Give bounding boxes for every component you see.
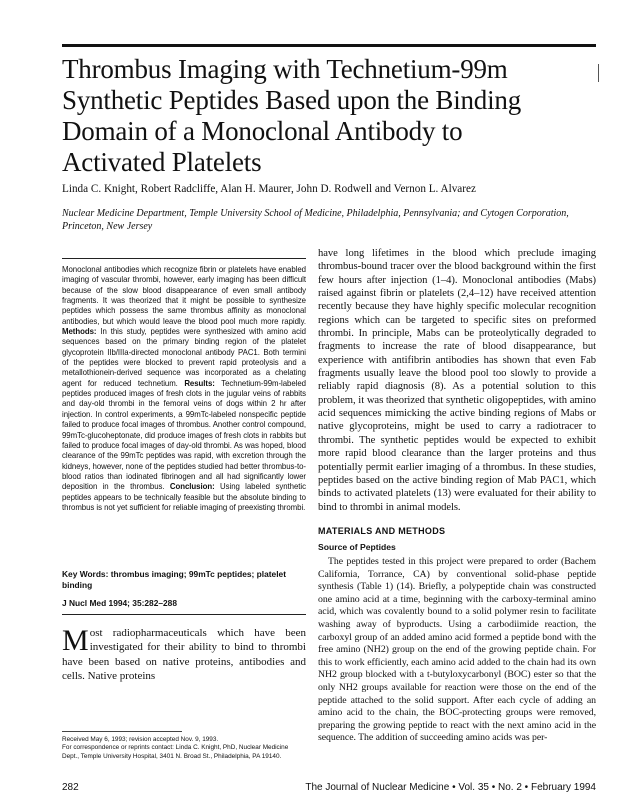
section-heading: MATERIALS AND METHODS	[318, 526, 446, 536]
abstract-bottom-rule	[62, 614, 306, 615]
footnote-rule	[62, 731, 182, 732]
methods-text: The peptides tested in this project were prepared to order (Bachem California, Torrance, CA) by conventional solid-phase peptide synthesis (Table 1) (14). Briefly, a polypeptide chain was constructed one amino acid at a time, beginning with the carboxy-terminal amino acid, which was covalently bound to a solid polymer resin to facilitate washing away of byproducts. Using a carbodiimide reaction, the carboxyl group of an added amino acid formed a peptide bond with the free amino (NH2) group on the end of the growing peptide chain. For this to work efficiently, each amino acid added to the chain had its own NH2 group blocked with a t-butyloxycarbonyl (BOC) ester so that the only NH2 groups available for reaction were those on the end of the peptide attached to the solid support. After each cycle of adding an amino acid to the chain, the BOC-protecting groups were removed, preparing the growing peptide to react with the next amino acid in the sequence. The addition of succeeding amino acids was per-	[318, 556, 596, 744]
abstract-conclusion: Using labeled synthetic peptides appears to be technically feasible but the absolute binding to thrombus is not yet sufficient for reliable imaging of preexisting thrombi.	[62, 482, 306, 512]
title-line: Synthetic Peptides Based upon the Binding	[62, 85, 522, 115]
conclusion-label: Conclusion:	[169, 482, 215, 492]
abstract	[62, 265, 306, 513]
title-line: Thrombus Imaging with Technetium-99m	[62, 54, 508, 84]
methods-label: Methods:	[62, 327, 97, 337]
abstract-methods: In this study, peptides were synthesized with amino acid sequences based on the primary binding region of the platelet glycoprotein IIb/IIIa-directed monoclonal antibody PAC1. Both termini of the peptides were blocked to prevent rapid proteolysis and a metallothionein-derived sequence was incorporated as a chelating agent for reduced technetium.	[62, 327, 306, 388]
received-dates: Received May 6, 1993; revision accepted Nov. 9, 1993.	[62, 736, 219, 743]
footnote	[62, 736, 306, 761]
intro-text: ost radiopharmaceuticals which have been investigated for their ability to bind to thrombi have been based on native proteins, antibodies and cells. Native proteins	[62, 627, 306, 683]
journal-footer: The Journal of Nuclear Medicine • Vol. 35 • No. 2 • February 1994	[305, 782, 596, 793]
affiliation: Nuclear Medicine Department, Temple University School of Medicine, Philadelphia, Pennsylvania; and Cytogen Corporation, Princeton, New Jersey	[62, 208, 569, 232]
margin-mark	[598, 64, 599, 82]
results-label: Results:	[184, 378, 215, 388]
abstract-background: Monoclonal antibodies which recognize fibrin or platelets have enabled imaging of vascular thrombi, however, early imaging has been difficult because of the slow blood disappearance of even small antibody fragments. It was theorized that it might be possible to synthesize peptides which possess the same thrombus affinity as monoclonal antibodies, but which would leave the blood pool much more rapidly.	[62, 265, 306, 326]
page-number: 282	[62, 782, 79, 793]
title-line: Domain of a Monoclonal Antibody to	[62, 116, 463, 146]
methods-paragraph	[318, 556, 596, 745]
keywords: Key Words: thrombus imaging; 99mTc peptides; platelet binding	[62, 569, 286, 590]
citation: J Nucl Med 1994; 35:282–288	[62, 598, 177, 608]
title-line: Activated Platelets	[62, 147, 262, 177]
article-title	[62, 54, 582, 178]
intro-paragraph	[62, 626, 306, 684]
intro-continuation: have long lifetimes in the blood which preclude imaging thrombus-bound tracer over the blood background within the first few hours after injection (1–4). Monoclonal antibodies (Mabs) raised against fibrin or platelets (2,4–12) have received attention recently because they have highly specific molecular recognition regions which can be targeted to specific sites on preformed thrombi. In principle, Mabs can be proteolytically degraded to fragments to increase the rate of blood disappearance, but experience with antifibrin antibodies has shown that even Fab fragments usually leave the blood pool too slowly to provide a reliably rapid diagnosis (8). As a potential solution to this problem, it was theorized that synthetic oligopeptides, with amino acid sequences mimicking the active binding regions of Mabs or native glycoproteins, might be used to carry a radiotracer to thrombi. The synthetic peptides would be expected to exhibit more rapid blood clearance than the larger proteins and thus potentially permit earlier imaging of a thrombus. In these studies, peptides based on the active binding region of Mab PAC1, which binds to activated platelets (13) were evaluated for their ability to bind to thrombi in animal models.	[318, 248, 596, 513]
correspondence: For correspondence or reprints contact: Linda C. Knight, PhD, Nuclear Medicine Dept., Temple University Hospital, 3401 N. Broad St., Philadelphia, PA 19140.	[62, 744, 289, 760]
drop-cap: M	[62, 624, 89, 657]
abstract-results: Technetium-99m-labeled peptides produced images of fresh clots in the jugular veins of rabbits and day-old thrombi in the femoral veins of dogs within 2 hr after injection. In control experiments, a 99mTc-labeled nonspecific peptide failed to produce focal images of thrombus. Another control compound, 99mTc-glucoheptonate, did produce images of fresh clots in rabbits but failed to produce focal images of day-old thrombi. As was hoped, blood clearance of the 99mTc peptides was rapid, with excretion through the kidneys, however, none of the peptides studied had better thrombus-to-blood ratios than iodinated fibrinogen and all had significantly lower deposition in the thrombus.	[62, 378, 306, 492]
subsection-heading: Source of Peptides	[318, 542, 396, 552]
top-rule	[62, 44, 596, 47]
author-list: Linda C. Knight, Robert Radcliffe, Alan H. Maurer, John D. Rodwell and Vernon L. Alvarez	[62, 183, 476, 195]
abstract-top-rule	[62, 258, 306, 259]
